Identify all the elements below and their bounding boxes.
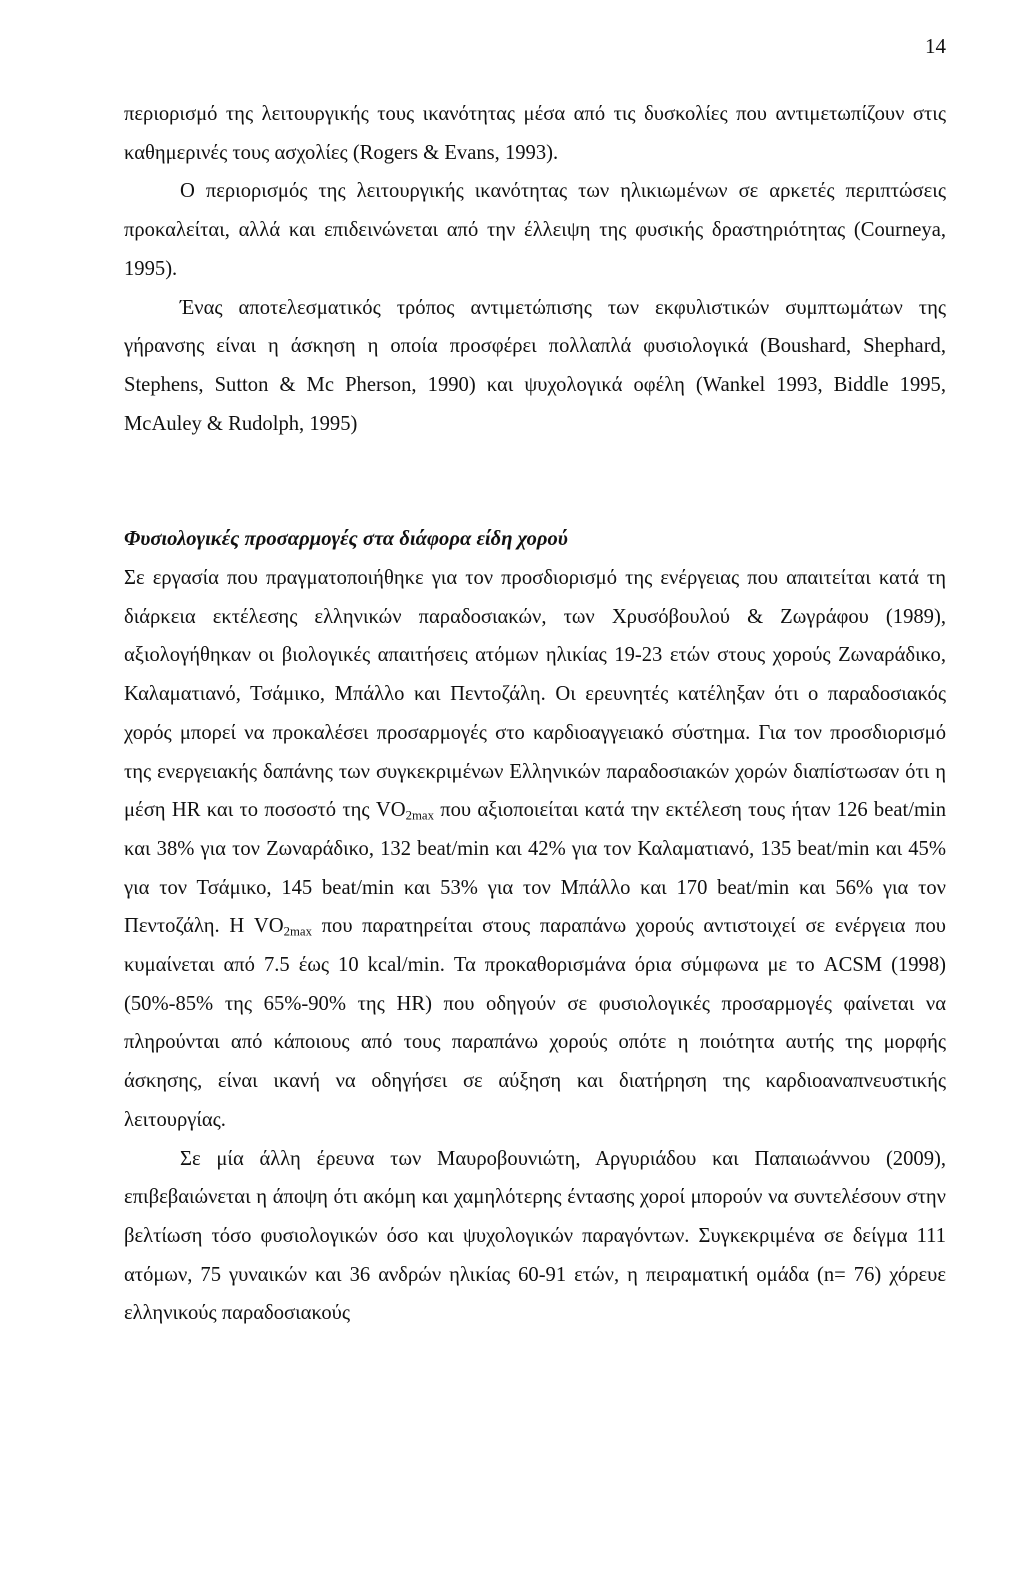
paragraph-other-study: Σε μία άλλη έρευνα των Μαυροβουνιώτη, Αργυριάδου και Παπαιωάννου (2009), επιβεβαιώνεται η άποψη ότι ακόμη και χαμηλότερης έντασης χοροί μπορούν να συντελέσουν στην βελτίωση τόσο φυσιολογικών όσο και ψυχολογικών παραγόντων. Συγκεκριμένα σε δείγμα 111 ατόμων, 75 γυναικών και 36 ανδρών ηλικίας 60-91 ετών, η πειραματική ομάδα (n= 76) χόρευε ελληνικούς παραδοσιακούς [124,1147,946,1325]
paragraph-exercise-benefits: Ένας αποτελεσματικός τρόπος αντιμετώπισης των εκφυλιστικών συμπτωμάτων της γήρανσης είναι η άσκηση η οποία προσφέρει πολλαπλά φυσιολογικά (Boushard, Shephard, Stephens, Sutton & Mc Pherson, 1990) και ψυχολογικά οφέλη (Wankel 1993, Biddle 1995, McAuley & Rudolph, 1995) [124,296,946,435]
section-heading: Φυσιολογικές προσαρμογές στα διάφορα είδη χορού [124,528,568,551]
document-body [124,95,946,1333]
dance-text-part-2: που αξιοποιείται κατά την εκτέλεση τους ήταν 126 beat/min και 38% για τον Ζωναράδικο, 132 beat/min και 42% για τον Καλαματιανό, 135 beat/min και 45% για τον Τσάμικο, 145 beat/min και 53% για τον Μπάλλο και 170 beat/min και 56% για τον Πεντοζάλη. Η VO [124,799,946,938]
paragraph-dance-energy [124,559,946,1140]
paragraph-limitations: περιορισμό της λειτουργικής τους ικανότητας μέσα από τις δυσκολίες που αντιμετωπίζουν στις καθημερινές τους ασχολίες (Rogers & Evans, 1993). [124,103,946,164]
paragraph-physical-activity: Ο περιορισμός της λειτουργικής ικανότητας των ηλικιωμένων σε αρκετές περιπτώσεις προκαλείται, αλλά και επιδεινώνεται από την έλλειψη της φυσικής δραστηριότητας (Courneya, 1995). [124,180,946,280]
dance-text-part-3: που παρατηρείται στους παραπάνω χορούς αντιστοιχεί σε ενέργεια που κυμαίνεται από 7.5 έως 10 kcal/min. Τα προκαθορισμάνα όρια σύμφωνα με το ACSM (1998) (50%-85% της 65%-90% της HR) που οδηγούν σε φυσιολογικές προσαρμογές φαίνεται να πληρούνται από κάποιους από τους παραπάνω χορούς οπότε η ποιότητα αυτής της μορφής άσκησης, είναι ικανή να οδηγήσει σε αύξηση και διατήρηση της καρδιοαναπνευστικής λειτουργίας. [124,915,946,1131]
vo2max-subscript: 2max [283,924,312,939]
vo2max-subscript: 2max [405,808,434,823]
page-number: 14 [925,34,946,58]
dance-text-part-1: Σε εργασία που πραγματοποιήθηκε για τον προσδιορισμό της ενέργειας που απαιτείται κατά τη διάρκεια εκτέλεσης ελληνικών παραδοσιακών, των Χρυσόβουλού & Ζωγράφου (1989), αξιολογήθηκαν οι βιολογικές απαιτήσεις ατόμων ηλικίας 19-23 ετών στους χορούς Ζωναράδικο, Καλαματιανό, Τσάμικο, Μπάλλο και Πεντοζάλη. Οι ερευνητές κατέληξαν ότι ο παραδοσιακός χορός μπορεί να προκαλέσει προσαρμογές στο καρδιοαγγειακό σύστημα. Για τον προσδιορισμό της ενεργειακής δαπάνης των συγκεκριμένων Ελληνικών παραδοσιακών χορών διαπίστωσαν ότι η μέση HR και το ποσοστό της VO [124,567,946,822]
